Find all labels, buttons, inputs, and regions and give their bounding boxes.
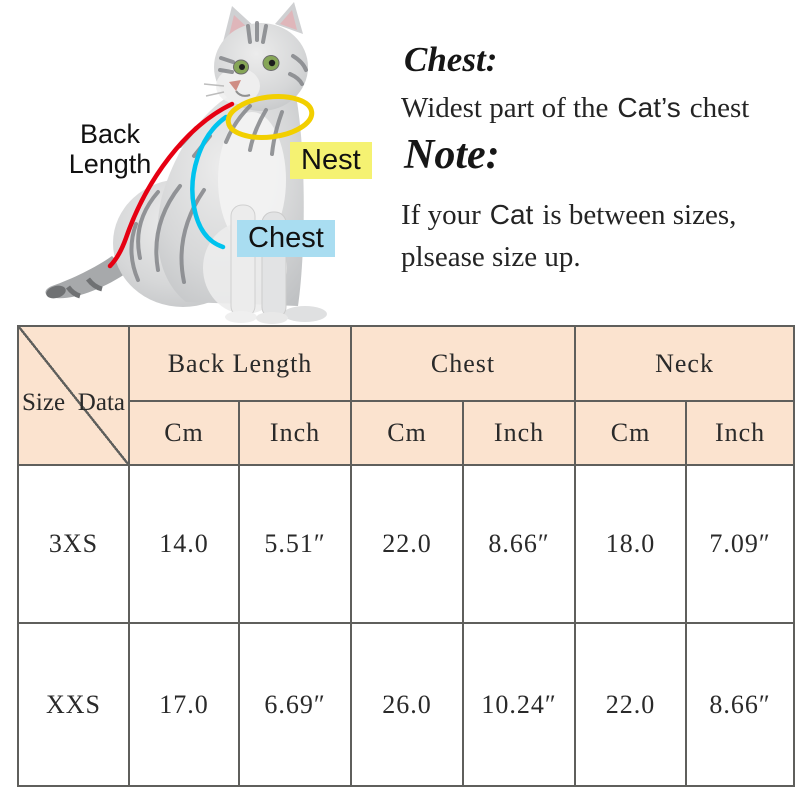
back-length-label-line2: Length (68, 149, 152, 179)
chest-description-cat: Cat’s (617, 92, 681, 123)
size-table (17, 325, 795, 787)
unit-header-neck-inch: Inch (686, 401, 794, 465)
value-cell-neck-cm: 18.0 (575, 465, 686, 623)
chest-description-post: chest (689, 92, 750, 124)
note-line-1-post: is between sizes, (542, 199, 737, 231)
corner-cell-inner (19, 389, 128, 417)
unit-header-neck-cm: Cm (575, 401, 686, 465)
note-line-1-cat: Cat (489, 199, 534, 230)
value-cell-neck-cm: 22.0 (575, 623, 686, 786)
chest-heading: Chest: (404, 40, 498, 79)
value-cell-back-cm: 17.0 (129, 623, 239, 786)
size-cell: 3XS (18, 465, 129, 623)
table-unit-header-row (18, 401, 794, 465)
back-length-label-line1: Back (79, 119, 141, 149)
unit-header-chest-cm: Cm (351, 401, 463, 465)
size-cell: XXS (18, 623, 129, 786)
chest-label: Chest (237, 220, 335, 257)
value-cell-chest-inch: 8.66″ (463, 465, 575, 623)
corner-word-size: Size (22, 388, 66, 416)
unit-header-back-cm: Cm (129, 401, 239, 465)
corner-cell-size-data (18, 326, 129, 465)
value-cell-neck-inch: 8.66″ (686, 623, 794, 786)
value-cell-chest-cm: 26.0 (351, 623, 463, 786)
col-header-chest: Chest (351, 326, 575, 401)
value-cell-chest-inch: 10.24″ (463, 623, 575, 786)
unit-header-back-inch: Inch (239, 401, 351, 465)
note-heading: Note: (404, 132, 500, 178)
note-line-2: plsease size up. (401, 241, 581, 273)
col-header-back-length: Back Length (129, 326, 351, 401)
chest-description (401, 92, 749, 125)
value-cell-back-inch: 6.69″ (239, 623, 351, 786)
chest-description-pre: Widest part of the (401, 92, 609, 124)
table-group-header-row (18, 326, 794, 401)
value-cell-back-inch: 5.51″ (239, 465, 351, 623)
table-row-3xs (18, 465, 794, 623)
col-header-neck: Neck (575, 326, 794, 401)
nest-label: Nest (290, 142, 372, 179)
back-length-label (40, 119, 180, 179)
corner-word-data: Data (77, 388, 125, 416)
value-cell-back-cm: 14.0 (129, 465, 239, 623)
note-line-1 (401, 199, 736, 232)
unit-header-chest-inch: Inch (463, 401, 575, 465)
table-row-xxs (18, 623, 794, 786)
note-line-1-pre: If your (401, 199, 481, 231)
value-cell-chest-cm: 22.0 (351, 465, 463, 623)
value-cell-neck-inch: 7.09″ (686, 465, 794, 623)
